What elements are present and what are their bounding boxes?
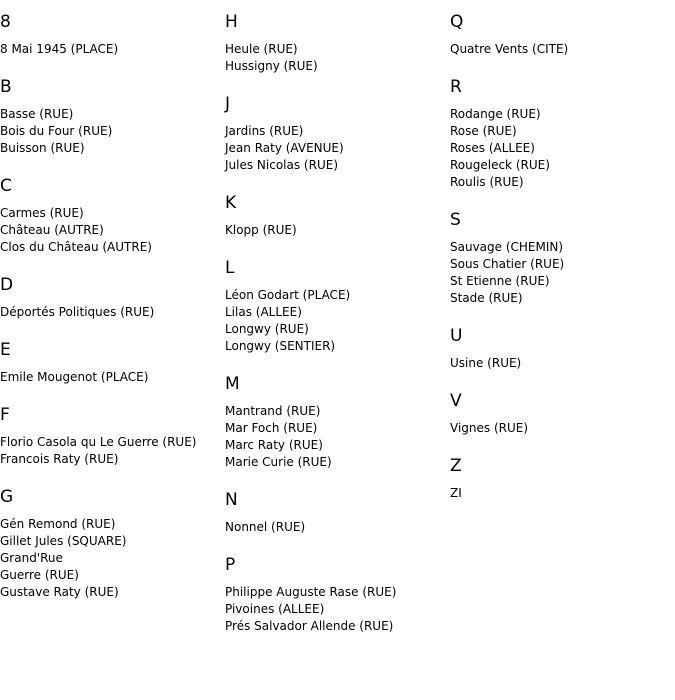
street-link[interactable]: Lilas (ALLEE) xyxy=(225,305,302,319)
letter-group xyxy=(450,11,675,58)
letter-heading: 8 xyxy=(0,12,11,32)
letter-heading: L xyxy=(225,258,235,278)
letter-heading: Z xyxy=(450,456,462,476)
letter-group xyxy=(450,209,675,307)
street-link[interactable]: Heule (RUE) xyxy=(225,42,298,56)
street-link[interactable]: Grand'Rue xyxy=(0,551,63,565)
street-link[interactable]: Buisson (RUE) xyxy=(0,141,85,155)
letter-group xyxy=(225,554,450,635)
street-link[interactable]: Roulis (RUE) xyxy=(450,175,524,189)
letter-heading: H xyxy=(225,12,238,32)
street-link[interactable]: Stade (RUE) xyxy=(450,291,523,305)
letter-heading: M xyxy=(225,374,240,394)
letter-heading: S xyxy=(450,210,461,230)
street-link[interactable]: Prés Salvador Allende (RUE) xyxy=(225,619,394,633)
letter-heading: P xyxy=(225,555,236,575)
street-link[interactable]: Nonnel (RUE) xyxy=(225,520,306,534)
letter-heading: J xyxy=(225,94,231,114)
street-link[interactable]: Emile Mougenot (PLACE) xyxy=(0,370,149,384)
street-link[interactable]: Marc Raty (RUE) xyxy=(225,438,323,452)
street-link[interactable]: Gén Remond (RUE) xyxy=(0,517,116,531)
letter-group xyxy=(225,11,450,75)
letter-heading: F xyxy=(0,405,10,425)
street-link[interactable]: Rodange (RUE) xyxy=(450,107,541,121)
street-link[interactable]: Longwy (SENTIER) xyxy=(225,339,336,353)
street-link[interactable]: Jean Raty (AVENUE) xyxy=(225,141,344,155)
street-link[interactable]: Pivoines (ALLEE) xyxy=(225,602,325,616)
street-link[interactable]: Philippe Auguste Rase (RUE) xyxy=(225,585,397,599)
street-link[interactable]: Gustave Raty (RUE) xyxy=(0,585,119,599)
letter-group xyxy=(0,486,225,601)
street-link[interactable]: Roses (ALLEE) xyxy=(450,141,535,155)
letter-heading: D xyxy=(0,275,14,295)
letter-group xyxy=(450,390,675,437)
street-index-column-1 xyxy=(0,11,225,619)
street-link[interactable]: Mantrand (RUE) xyxy=(225,404,321,418)
letter-heading: N xyxy=(225,490,238,510)
street-link[interactable]: Clos du Château (AUTRE) xyxy=(0,240,152,254)
street-link[interactable]: Hussigny (RUE) xyxy=(225,59,318,73)
street-link[interactable]: Sous Chatier (RUE) xyxy=(450,257,565,271)
street-index-column-2 xyxy=(225,11,450,653)
letter-group xyxy=(450,455,675,502)
letter-group xyxy=(225,257,450,355)
street-link[interactable]: Jules Nicolas (RUE) xyxy=(225,158,338,172)
street-link[interactable]: Usine (RUE) xyxy=(450,356,522,370)
street-link[interactable]: Quatre Vents (CITE) xyxy=(450,42,569,56)
letter-heading: C xyxy=(0,176,12,196)
letter-heading: E xyxy=(0,340,11,360)
letter-group xyxy=(0,339,225,386)
letter-heading: Q xyxy=(450,12,464,32)
letter-group xyxy=(225,192,450,239)
letter-heading: G xyxy=(0,487,14,507)
street-link[interactable]: Carmes (RUE) xyxy=(0,206,84,220)
street-link[interactable]: Bois du Four (RUE) xyxy=(0,124,113,138)
street-link[interactable]: Longwy (RUE) xyxy=(225,322,309,336)
letter-group xyxy=(450,325,675,372)
letter-group xyxy=(225,373,450,471)
street-link[interactable]: Basse (RUE) xyxy=(0,107,74,121)
street-link[interactable]: Jardins (RUE) xyxy=(225,124,304,138)
street-link[interactable]: Francois Raty (RUE) xyxy=(0,452,119,466)
street-link[interactable]: 8 Mai 1945 (PLACE) xyxy=(0,42,119,56)
street-link[interactable]: Mar Foch (RUE) xyxy=(225,421,318,435)
letter-group xyxy=(225,489,450,536)
letter-heading: R xyxy=(450,77,462,97)
street-link[interactable]: Guerre (RUE) xyxy=(0,568,79,582)
street-link[interactable]: St Etienne (RUE) xyxy=(450,274,550,288)
street-link[interactable]: Marie Curie (RUE) xyxy=(225,455,332,469)
letter-group xyxy=(0,11,225,58)
street-link[interactable]: Gillet Jules (SQUARE) xyxy=(0,534,127,548)
letter-group xyxy=(0,404,225,468)
letter-heading: U xyxy=(450,326,463,346)
letter-group xyxy=(225,93,450,174)
letter-group xyxy=(0,76,225,157)
letter-heading: V xyxy=(450,391,462,411)
street-link[interactable]: Vignes (RUE) xyxy=(450,421,529,435)
street-link[interactable]: ZI xyxy=(450,486,462,500)
letter-heading: B xyxy=(0,77,12,97)
letter-heading: K xyxy=(225,193,237,213)
street-link[interactable]: Rougeleck (RUE) xyxy=(450,158,550,172)
street-link[interactable]: Rose (RUE) xyxy=(450,124,517,138)
street-link[interactable]: Château (AUTRE) xyxy=(0,223,104,237)
street-link[interactable]: Sauvage (CHEMIN) xyxy=(450,240,564,254)
street-link[interactable]: Léon Godart (PLACE) xyxy=(225,288,351,302)
street-link[interactable]: Déportés Politiques (RUE) xyxy=(0,305,155,319)
street-index-column-3 xyxy=(450,11,675,520)
street-link[interactable]: Florio Casola qu Le Guerre (RUE) xyxy=(0,435,197,449)
letter-group xyxy=(0,274,225,321)
letter-group xyxy=(450,76,675,191)
letter-group xyxy=(0,175,225,256)
street-link[interactable]: Klopp (RUE) xyxy=(225,223,297,237)
